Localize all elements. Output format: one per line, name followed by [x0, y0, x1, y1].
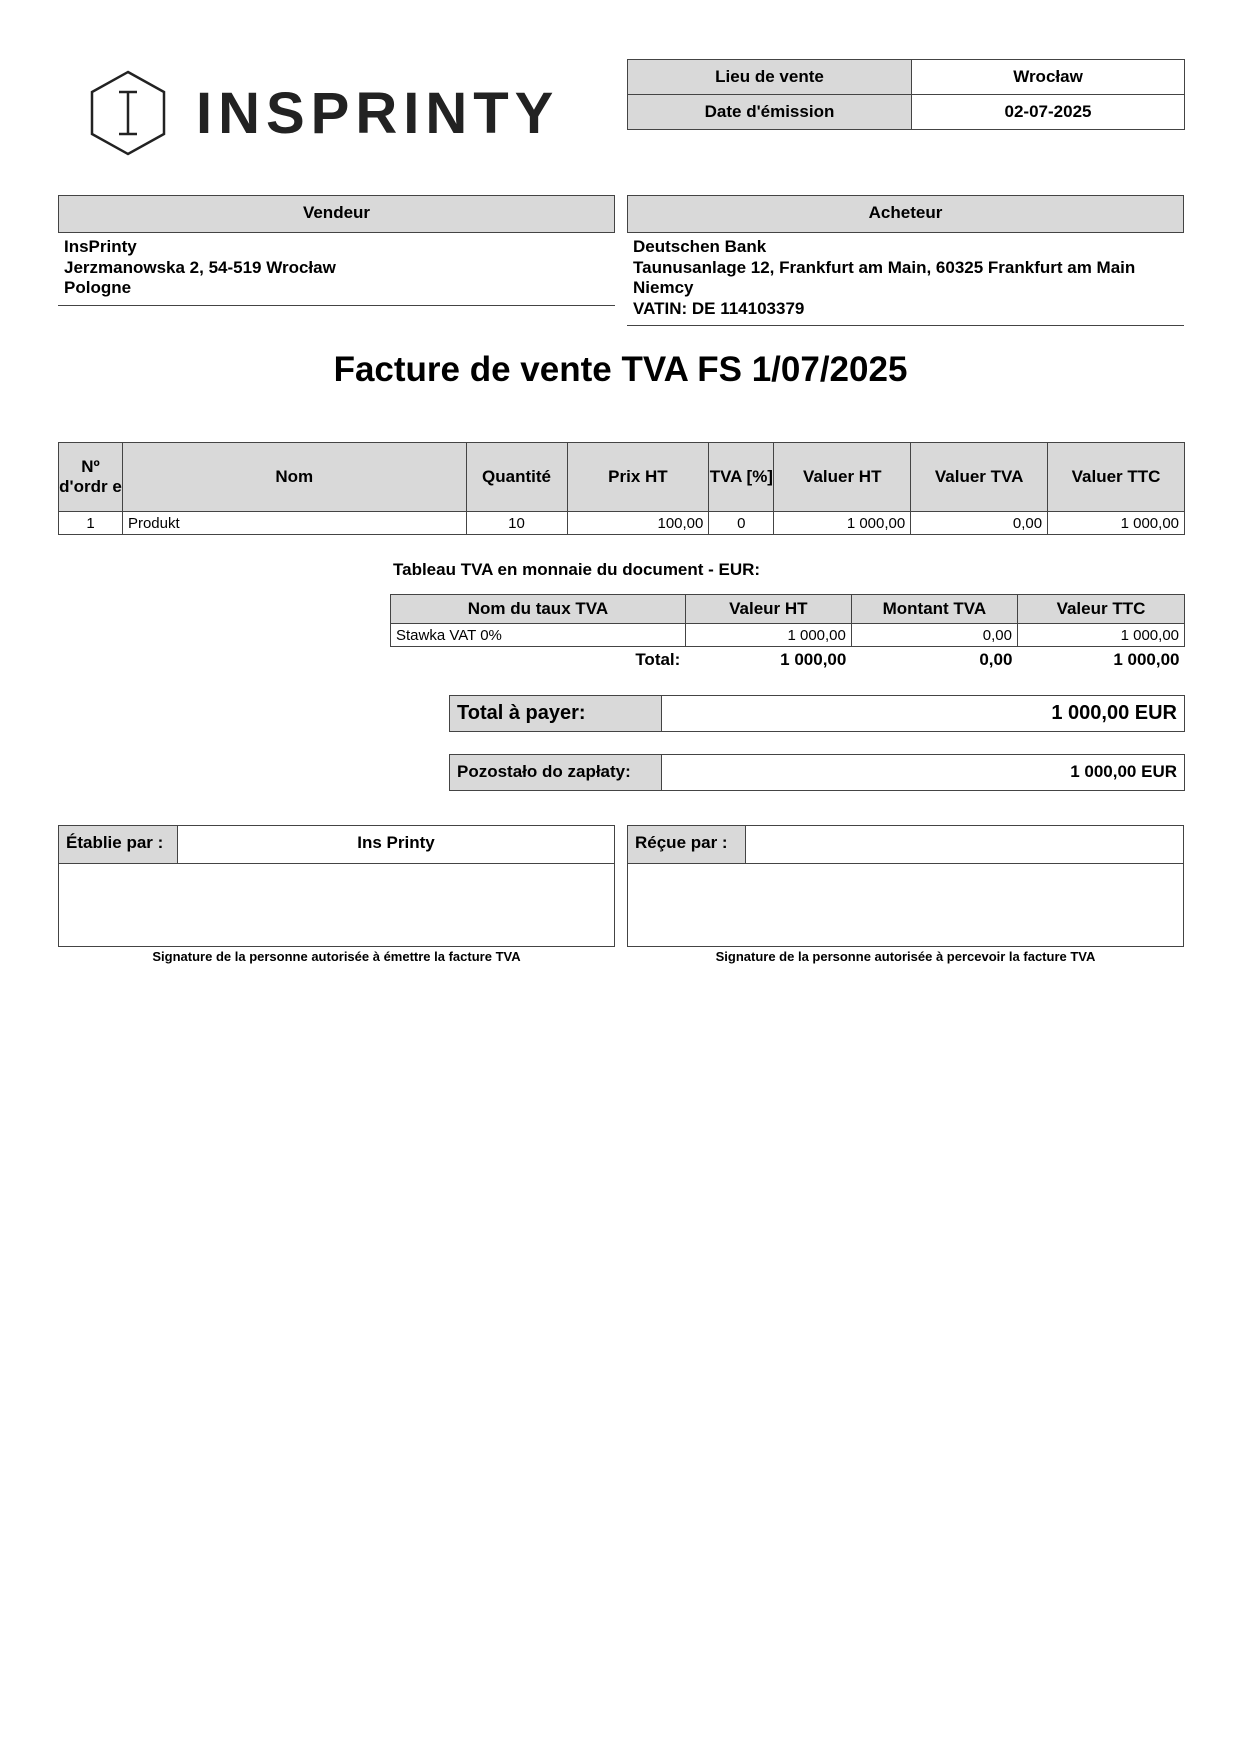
- col-order-number: Nº d'ordr e: [59, 443, 123, 512]
- document-title: Facture de vente TVA FS 1/07/2025: [333, 350, 908, 389]
- buyer-block: [627, 195, 1184, 326]
- item-vat-rate: 0: [709, 512, 774, 535]
- total-to-pay: [449, 695, 1185, 732]
- receiver-signature-caption: Signature de la personne autorisée à percevoir la facture TVA: [715, 949, 1096, 964]
- vat-summary-table: [390, 594, 1185, 673]
- sale-place-label: Lieu de vente: [628, 60, 912, 95]
- table-row: [391, 624, 1185, 647]
- remaining-to-pay-label: Pozostało do zapłaty:: [450, 755, 662, 790]
- item-quantity: 10: [466, 512, 567, 535]
- remaining-to-pay-value: 1 000,00 EUR: [1070, 762, 1177, 781]
- issued-by-value: Ins Printy: [357, 833, 435, 852]
- item-order-number: 1: [59, 512, 123, 535]
- seller-name: InsPrinty: [64, 237, 137, 256]
- issuer-signature-caption: Signature de la personne autorisée à émettre la facture TVA: [152, 949, 521, 964]
- vat-col-rate-name: Nom du taux TVA: [391, 595, 686, 624]
- issue-date-row: [628, 95, 1185, 130]
- seller-header: Vendeur: [58, 195, 615, 233]
- items-table: [58, 442, 1185, 535]
- company-logo: [88, 68, 560, 158]
- item-net-value: 1 000,00: [774, 512, 911, 535]
- buyer-header: Acheteur: [627, 195, 1184, 233]
- col-gross-value: Valuer TTC: [1048, 443, 1185, 512]
- received-by-value: [746, 826, 1183, 863]
- items-header-row: [59, 443, 1185, 512]
- seller-country: Pologne: [64, 278, 132, 297]
- vat-rate-name: Stawka VAT 0%: [391, 624, 686, 647]
- vat-col-net: Valeur HT: [685, 595, 851, 624]
- buyer-address: Taunusanlage 12, Frankfurt am Main, 60325 Frankfurt am Main: [633, 257, 1136, 277]
- col-vat-value: Valuer TVA: [911, 443, 1048, 512]
- receiver-signature-box: [627, 864, 1184, 947]
- issue-date-value: 02-07-2025: [912, 95, 1185, 130]
- seller-address: Jerzmanowska 2, 54-519 Wrocław: [64, 257, 336, 277]
- item-gross-value: 1 000,00: [1048, 512, 1185, 535]
- col-net-value: Valuer HT: [774, 443, 911, 512]
- sale-place-value: Wrocław: [912, 60, 1185, 95]
- vat-total-gross: 1 000,00: [1113, 650, 1180, 669]
- seller-details: [58, 233, 615, 306]
- col-vat-rate: TVA [%]: [709, 443, 774, 512]
- item-vat-value: 0,00: [911, 512, 1048, 535]
- vat-total-row: [391, 647, 1185, 674]
- buyer-details: [627, 233, 1184, 326]
- item-net-price: 100,00: [567, 512, 709, 535]
- total-to-pay-label: Total à payer:: [450, 696, 662, 731]
- received-by-label: Réçue par :: [628, 826, 746, 863]
- vat-col-vat-amount: Montant TVA: [851, 595, 1017, 624]
- buyer-name: Deutschen Bank: [633, 237, 767, 256]
- buyer-country: Niemcy: [633, 278, 694, 297]
- remaining-to-pay: [449, 754, 1185, 791]
- vat-amount: 0,00: [851, 624, 1017, 647]
- issuer-signature-box: [58, 864, 615, 947]
- issue-date-label: Date d'émission: [628, 95, 912, 130]
- hexagon-logo-icon: [88, 68, 168, 158]
- buyer-vatin: VATIN: DE 114103379: [633, 298, 805, 318]
- vat-table-caption: Tableau TVA en monnaie du document - EUR:: [393, 560, 761, 579]
- vat-total-vat: 0,00: [979, 650, 1013, 669]
- col-net-price: Prix HT: [567, 443, 709, 512]
- table-row: [59, 512, 1185, 535]
- issued-by-label: Établie par :: [59, 826, 178, 863]
- logo-wordmark: INSPRINTY: [196, 81, 560, 146]
- item-name: Produkt: [122, 512, 466, 535]
- vat-total-net: 1 000,00: [780, 650, 847, 669]
- vat-gross: 1 000,00: [1017, 624, 1184, 647]
- vat-col-gross: Valeur TTC: [1017, 595, 1184, 624]
- issuer-signature-header: [58, 825, 615, 864]
- col-name: Nom: [122, 443, 466, 512]
- receiver-signature-header: [627, 825, 1184, 864]
- total-to-pay-value: 1 000,00 EUR: [1051, 702, 1177, 724]
- vat-total-label: Total:: [635, 650, 681, 669]
- vat-header-row: [391, 595, 1185, 624]
- invoice-meta-table: [627, 59, 1185, 130]
- issuer-signature-block: [58, 825, 615, 964]
- vat-net: 1 000,00: [685, 624, 851, 647]
- sale-place-row: [628, 60, 1185, 95]
- receiver-signature-block: [627, 825, 1184, 964]
- col-quantity: Quantité: [466, 443, 567, 512]
- seller-block: [58, 195, 615, 306]
